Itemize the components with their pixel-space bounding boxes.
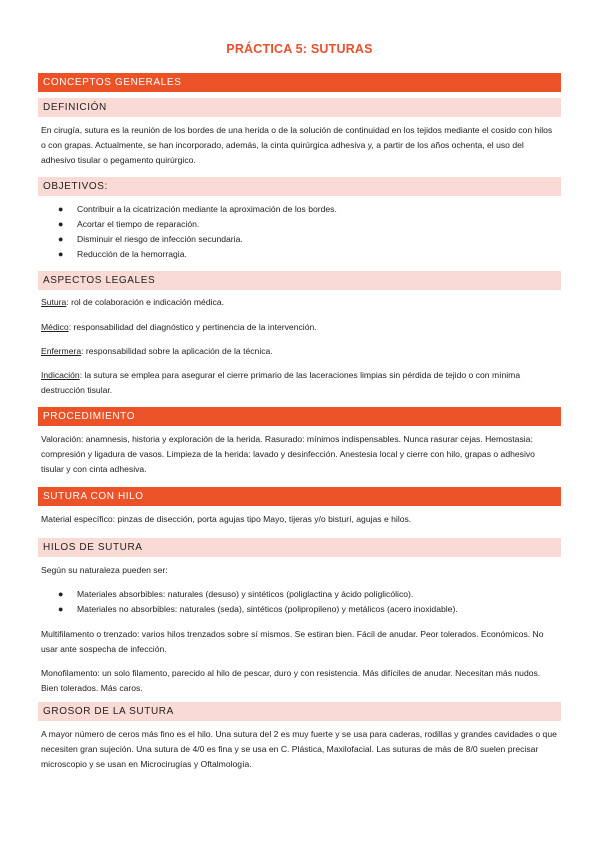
aspecto-enfermera: Enfermera: responsabilidad sobre la aplicación de la técnica. bbox=[41, 346, 273, 356]
bullet-icon: ● bbox=[58, 234, 64, 244]
hilos-intro: Según su naturaleza pueden ser: bbox=[41, 565, 168, 575]
monofilamento-text: Monofilamento: un solo filamento, parecido al hilo de pescar, duro y con resistencia. Más difíciles de anudar. Necesitan más nudos. Bien tolerados. Más caros. bbox=[41, 668, 541, 693]
section-header-sutura-hilo: SUTURA CON HILO bbox=[38, 487, 561, 506]
list-item: ● Materiales absorbibles: naturales (desuso) y sintéticos (poliglactina y ácido poliglicólico). bbox=[38, 587, 558, 602]
list-item: ● Acortar el tiempo de reparación. bbox=[38, 217, 558, 232]
subsection-header-definicion: DEFINICIÓN bbox=[38, 98, 561, 117]
subsection-header-aspectos: ASPECTOS LEGALES bbox=[38, 271, 561, 290]
grosor-text: A mayor número de ceros más fino es el hilo. Una sutura del 2 es muy fuerte y se usa para caderas, rodillas y grandes cavidades o que necesiten gran sujeción. Una sutura de 4/0 es fina y se usa en C. Plástica, Maxilofacial. Las suturas de más de 8/0 suelen precisar microscopio y se usan en Microcirugías y Oftalmología. bbox=[41, 729, 557, 769]
sutura-hilo-text: Material específico: pinzas de disección, porta agujas tipo Mayo, tijeras y/o bisturí, agujas e hilos. bbox=[41, 514, 412, 524]
page-title: PRÁCTICA 5: SUTURAS bbox=[226, 42, 373, 56]
section-header-procedimiento: PROCEDIMIENTO bbox=[38, 407, 561, 426]
bullet-icon: ● bbox=[58, 589, 64, 599]
subsection-header-hilos: HILOS DE SUTURA bbox=[38, 538, 561, 557]
aspecto-sutura: Sutura: rol de colaboración e indicación médica. bbox=[41, 297, 224, 307]
section-header-conceptos: CONCEPTOS GENERALES bbox=[38, 73, 561, 92]
bullet-icon: ● bbox=[58, 219, 64, 229]
bullet-icon: ● bbox=[58, 604, 64, 614]
subsection-header-grosor: GROSOR DE LA SUTURA bbox=[38, 702, 561, 721]
objetivos-list bbox=[38, 202, 558, 262]
subsection-header-objetivos: OBJETIVOS: bbox=[38, 177, 561, 196]
list-item: ● Disminuir el riesgo de infección secundaria. bbox=[38, 232, 558, 247]
definicion-text: En cirugía, sutura es la reunión de los bordes de una herida o de la solución de continuidad en los tejidos mediante el cosido con hilos o con grapas. Actualmente, se han incorporado, además, la cinta quirúrgica adhesiva y, a partir de los años ochenta, el uso del adhesivo tisular o pegamento quirúrgico. bbox=[41, 125, 553, 165]
procedimiento-text: Valoración: anamnesis, historia y exploración de la herida. Rasurado: mínimos indispensables. Nunca rasurar cejas. Hemostasia: compresión y ligadura de vasos. Limpieza de la herida: lavado y desinfección. Anestesia local y cierre con hilo, grapas o adhesivo tisular y con cinta adhesiva. bbox=[41, 434, 535, 474]
list-item: ● Reducción de la hemorragia. bbox=[38, 247, 558, 262]
aspecto-medico: Médico: responsabilidad del diagnóstico y pertinencia de la intervención. bbox=[41, 322, 317, 332]
aspecto-indicacion: Indicación: la sutura se emplea para asegurar el cierre primario de las laceraciones limpias sin pérdida de tejido o con mínima destrucción tisular. bbox=[41, 370, 521, 395]
list-item: ● Materiales no absorbibles: naturales (seda), sintéticos (polipropileno) y metálicos (acero inoxidable). bbox=[38, 602, 558, 617]
bullet-icon: ● bbox=[58, 249, 64, 259]
bullet-icon: ● bbox=[58, 204, 64, 214]
hilos-list bbox=[38, 587, 558, 617]
list-item: ● Contribuir a la cicatrización mediante la aproximación de los bordes. bbox=[38, 202, 558, 217]
multifilamento-text: Multifilamento o trenzado: varios hilos trenzados sobre sí mismos. Se estiran bien. Fácil de anudar. Peor tolerados. Económicos. No usar ante sospecha de infección. bbox=[41, 629, 544, 654]
